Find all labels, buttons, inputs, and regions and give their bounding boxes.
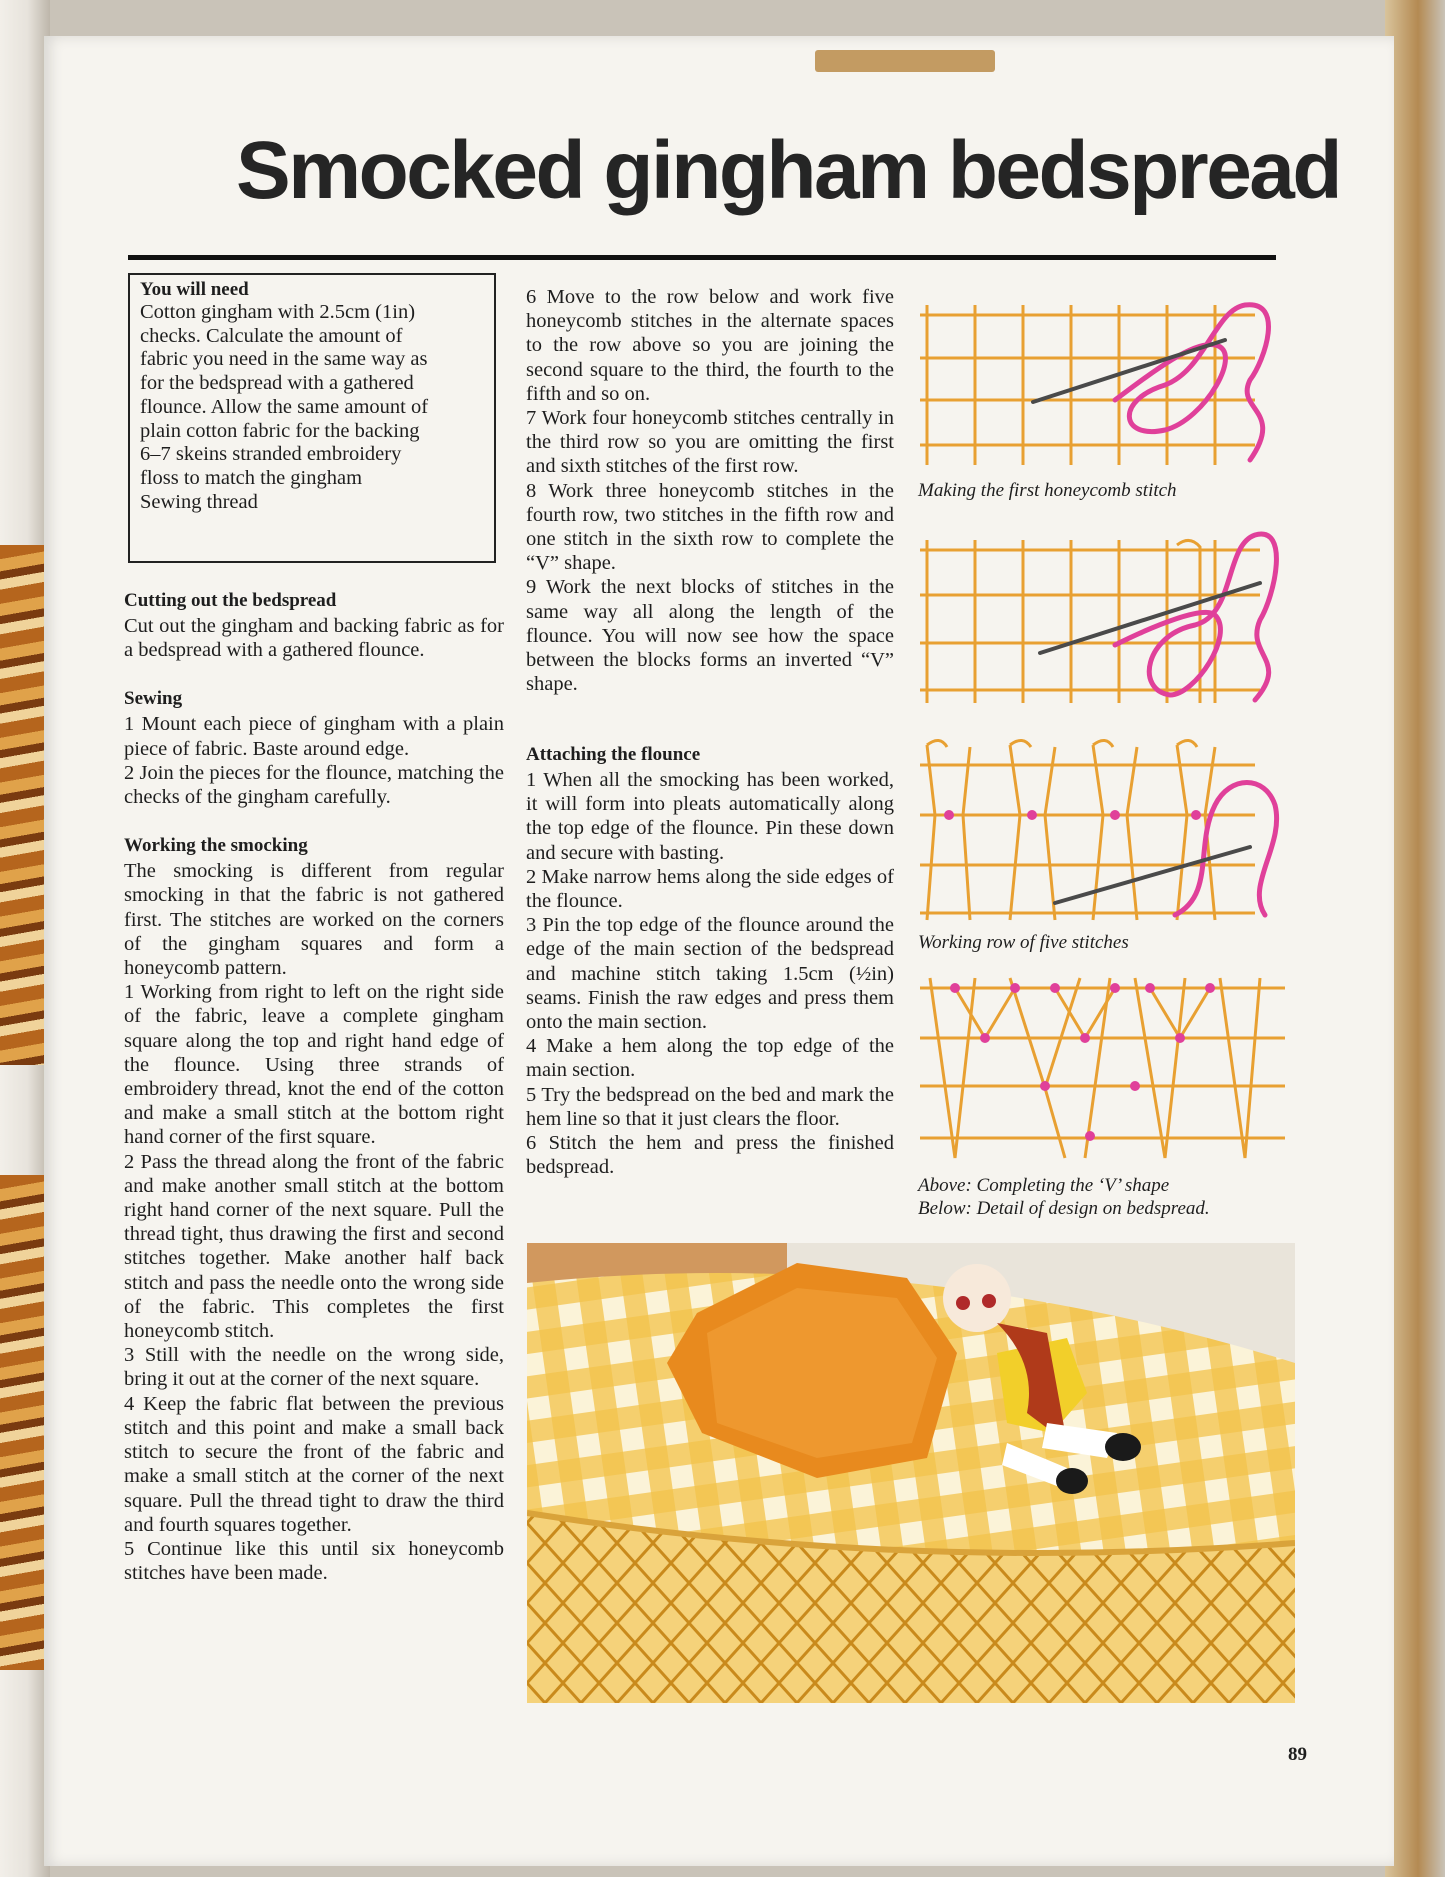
right-book-edge — [1385, 0, 1445, 1877]
caption-first-stitch: Making the first honeycomb stitch — [918, 480, 1177, 501]
flounce-step: 3 Pin the top edge of the flounce around the edge of the main section of the bedspread and machine stitch taking 1.5cm (½in) seams. Finish the raw edges and press them onto the main section. — [526, 914, 894, 1034]
sewing-step: 2 Join the pieces for the flounce, matching the checks of the gingham carefully. — [124, 761, 504, 809]
title-rule — [128, 255, 1276, 260]
flounce-step: 6 Stitch the hem and press the finished bedspread. — [526, 1132, 894, 1179]
sewing-step: 1 Mount each piece of gingham with a plain piece of fabric. Baste around edge. — [124, 713, 504, 760]
left-page-photo-strip-lower — [0, 1175, 46, 1670]
materials-line: Cotton gingham with 2.5cm (1in) — [140, 301, 416, 323]
flounce-step: 1 When all the smocking has been worked, it will form into pleats automatically along the top edge of the flounce. Pin these down and secure with basting. — [526, 769, 894, 864]
smocking-step: 4 Keep the fabric flat between the previous stitch and this point and make a small back stitch to secure the front of the fabric and make a small stitch at the corner of the next square. Pull the thread tight to draw the third and fourth squares together. — [124, 1392, 504, 1536]
smocking-step: 1 Working from right to left on the right side of the fabric, leave a complete gingham square along the top and right hand edge of the flounce. Using three strands of embroidery thread, knot the end of the cotton and make a small stitch at the bottom right hand corner of the first square. — [124, 981, 504, 1149]
materials-line: flounce. Allow the same amount of — [140, 395, 429, 418]
illustration-second-stitch — [915, 525, 1295, 705]
left-page-photo-strip-upper — [0, 545, 46, 1065]
materials-heading: You will need — [140, 279, 249, 300]
materials-line: 6–7 skeins stranded embroidery — [140, 443, 402, 466]
page-tab — [815, 50, 995, 72]
flounce-step: 5 Try the bedspread on the bed and mark the hem line so that it just clears the floor. — [526, 1083, 894, 1130]
illustration-first-stitch — [915, 300, 1295, 470]
flounce-step: 4 Make a hem along the top edge of the main section. — [526, 1035, 894, 1082]
caption-v-shape: Above: Completing the ‘V’ shape — [918, 1175, 1170, 1196]
smocking-step: 7 Work four honeycomb stitches centrally in the third row so you are omitting the first and sixth stitches of the first row. — [526, 407, 894, 478]
sewing-heading: Sewing — [124, 688, 183, 710]
materials-line: Sewing thread — [140, 490, 258, 513]
materials-line: floss to match the gingham — [140, 466, 363, 489]
illustration-row-of-five — [915, 735, 1295, 925]
page-number: 89 — [1288, 1744, 1307, 1765]
smocking-step: 8 Work three honeycomb stitches in the fourth row, two stitches in the fifth row and one stitch in the sixth row to complete the “V” shape. — [526, 479, 894, 575]
flounce-heading: Attaching the flounce — [526, 744, 701, 765]
bedspread-photo — [527, 1243, 1295, 1703]
smocking-step: 6 Move to the row below and work five honeycomb stitches in the alternate spaces to the row above so you are joining the second square to the third, the fourth to the fifth and so on. — [526, 286, 894, 405]
cutting-text: Cut out the gingham and backing fabric as for a bedspread with a gathered flounce. — [124, 615, 504, 662]
smocking-step: 2 Pass the thread along the front of the fabric and make another small stitch at the bottom right hand corner of the next square. Pull the thread tight, thus drawing the first and second stitches together. Make another half back stitch and pass the needle onto the wrong side of the fabric. This completes the first honeycomb stitch. — [124, 1150, 504, 1343]
smocking-heading: Working the smocking — [124, 835, 308, 857]
column-middle-lower — [526, 742, 894, 1179]
smocking-step: 3 Still with the needle on the wrong side, bring it out at the corner of the next square. — [124, 1344, 504, 1391]
materials-line: plain cotton fabric for the backing — [140, 419, 420, 442]
materials-line: for the bedspread with a gathered — [140, 372, 414, 395]
materials-box — [128, 273, 496, 563]
column-middle — [526, 285, 894, 696]
caption-detail: Below: Detail of design on bedspread. — [918, 1198, 1210, 1219]
cutting-heading: Cutting out the bedspread — [124, 590, 337, 611]
smocking-intro: The smocking is different from regular smocking in that the fabric is not gathered first. The stitches are worked on the corners of the gingham squares and form a honeycomb pattern. — [124, 860, 504, 980]
materials-line: fabric you need in the same way as — [140, 348, 428, 371]
smocking-step: 5 Continue like this until six honeycomb stitches have been made. — [124, 1537, 504, 1585]
smocking-step: 9 Work the next blocks of stitches in the same way all along the length of the flounce. You will now see how the space between the blocks forms an inverted “V” shape. — [526, 576, 894, 696]
column-left — [124, 588, 504, 1585]
flounce-step: 2 Make narrow hems along the side edges of the flounce. — [526, 865, 894, 913]
page-title: Smocked gingham bedspread — [236, 125, 1340, 216]
illustration-v-shape — [915, 968, 1295, 1168]
caption-row-of-five: Working row of five stitches — [918, 932, 1129, 953]
materials-line: checks. Calculate the amount of — [140, 324, 403, 347]
